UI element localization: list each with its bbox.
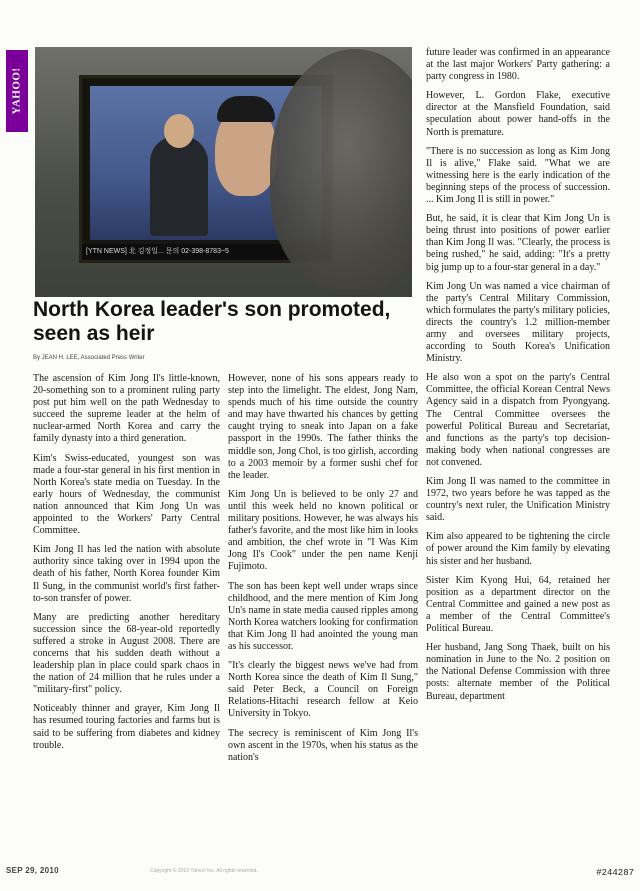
news-photo <box>35 47 412 297</box>
paragraph: However, L. Gordon Flake, executive director at the Mansfield Foundation, said speculation about power hand-offs in the North is premature. <box>426 90 610 138</box>
paragraph: Kim Jong Il has led the nation with absolute authority since taking over in 1994 upon the death of his father, North Korea founder Kim Il Sung, in the communist world's first father-to-son transfer of power. <box>33 544 220 604</box>
paragraph: But, he said, it is clear that Kim Jong Un is being thrust into positions of power earlier than Kim Jong Il was. "Clearly, the process is being rushed," he said, adding: "It's a pretty big jump up to a four-star general in a day." <box>426 213 610 273</box>
paragraph: "There is no succession as long as Kim Jong Il is alive," Flake said. "What we are witnessing here is the early indication of the beginning steps of the process of succession. ... Kim Jong Il is still in power." <box>426 145 610 206</box>
publication-date: SEP 29, 2010 <box>6 866 59 875</box>
paragraph: "It's clearly the biggest news we've had from North Korea since the death of Kim Il Sung," said Peter Beck, a Council on Foreign Relations-Hitachi research fellow at Keio University in Tokyo. <box>228 660 418 720</box>
paragraph: Kim Jong Un was named a vice chairman of the party's Central Military Commission, which formulates the party's military policies, directs the country's 1.2 million-member army and oversees military projects, according to South Korea's Unification Ministry. <box>426 280 610 365</box>
tv-ticker: [YTN NEWS] 北 김정일... 문의 02-398-8783~5 <box>82 244 330 260</box>
paragraph: The secrecy is reminiscent of Kim Jong Il's own ascent in the 1970s, when his status as the nation's <box>228 727 418 763</box>
paragraph: Noticeably thinner and grayer, Kim Jong Il has resumed touring factories and farms but is said to be suffering from diabetes and kidney trouble. <box>33 703 220 751</box>
paragraph: He also won a spot on the party's Central Committee, the official Korean Central News Agency said in a dispatch from Pyongyang. The Central Committee oversees the powerful Political Bureau and Secretariat, and functions as the party's top decision-making body when national congresses are not convened. <box>426 372 610 468</box>
yahoo-logo: YAHOO! <box>11 67 23 115</box>
paragraph: Her husband, Jang Song Thaek, built on his nomination in June to the No. 2 position on the National Defense Commission with three posts: alternate member of the Political Bureau, department <box>426 642 610 702</box>
paragraph: Many are predicting another hereditary succession since the 68-year-old reportedly suffered a stroke in August 2008. There are concerns that his sudden death without a leadership plan in place could spark chaos in the nation of 24 million that he rules under a "military-first" policy. <box>33 611 220 696</box>
paragraph: The son has been kept well under wraps since childhood, and the mere mention of Kim Jong Un's name in state media caused ripples among North Korea watchers looking for confirmation that Kim Jong Il had anointed the young man as his successor. <box>228 580 418 652</box>
article-column-3 <box>426 47 610 710</box>
paragraph: Kim also appeared to be tightening the circle of power around the Kim family by elevating his sister and her husband. <box>426 531 610 567</box>
paragraph: The ascension of Kim Jong Il's little-known, 20-something son to a prominent ruling party post put him well on the path Wednesday to succeed the supreme leader at the helm of nuclear-armed North Korea and carry the family dynasty into a third generation. <box>33 373 220 445</box>
article-byline: By JEAN H. LEE, Associated Press Writer <box>33 355 145 361</box>
tv-figure-kim-jong-un <box>215 104 277 196</box>
paragraph: future leader was confirmed in an appearance at the last major Workers' Party gathering: a party congress in 1980. <box>426 47 610 83</box>
article-column-2 <box>228 373 418 771</box>
yahoo-brand-strip <box>6 50 28 132</box>
paragraph: However, none of his sons appears ready to step into the limelight. The eldest, Jong Nam, spends much of his time outside the country and may have thwarted his chances by getting caught trying to sneak into Japan on a fake passport in the 1990s. The father thinks the middle son, Jong Chol, is too girlish, according to a 2003 memoir by a former sushi chef for the leader. <box>228 373 418 481</box>
article-headline: North Korea leader's son promoted, seen as heir <box>33 298 391 345</box>
paragraph: Kim Jong Un is believed to be only 27 and until this week held no known political or military positions. However, he was always his father's favorite, and the most like him in looks and ambition, the chef wrote in "I Was Kim Jong Il's Cook" under the pen name Kenji Fujimoto. <box>228 488 418 573</box>
copyright-notice: Copyright © 2010 Yahoo! Inc. All rights reserved. <box>150 868 258 874</box>
clipping-id: #244287 <box>596 868 634 878</box>
paragraph: Kim Jong Il was named to the committee in 1972, two years before he was tapped as the country's next ruler, the Unification Ministry said. <box>426 476 610 524</box>
tv-figure-kim-jong-il <box>150 136 208 236</box>
paragraph: Sister Kim Kyong Hui, 64, retained her position as a department director on the Central Committee and gained a new post as a member of the Central Committee's Political Bureau. <box>426 574 610 635</box>
article-column-1 <box>33 373 220 759</box>
paragraph: Kim's Swiss-educated, youngest son was made a four-star general in his first mention in North Korea's state media on Tuesday. In the early hours of Wednesday, the communist nation announced that Kim Jong Un was appointed to the Workers' Party Central Committee. <box>33 452 220 537</box>
